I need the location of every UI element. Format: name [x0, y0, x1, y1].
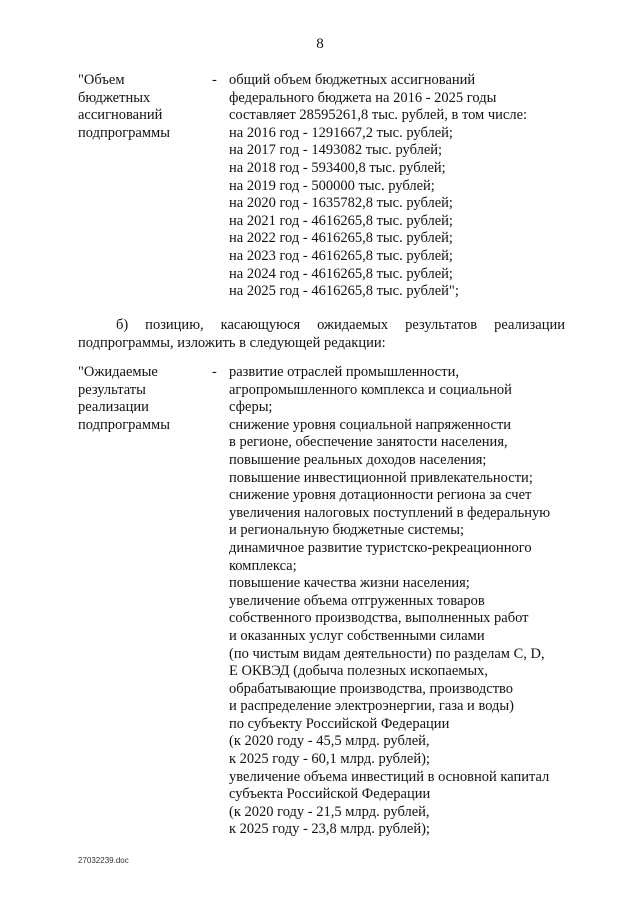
instruction-line-1: б) позицию, касающуюся ожидаемых результатов реализации	[116, 317, 565, 333]
results-line: и распределение электроэнергии, газа и воды)	[229, 698, 514, 715]
funding-line: на 2016 год - 1291667,2 тыс. рублей;	[229, 124, 453, 141]
results-label-line: "Ожидаемые	[78, 364, 158, 380]
results-line: снижение уровня социальной напряженности	[229, 416, 512, 433]
results-line: и оказанных услуг собственными силами	[229, 627, 485, 644]
results-line: (по чистым видам деятельности) по разделам C, D,	[229, 645, 545, 662]
results-line: повышение инвестиционной привлекательности;	[229, 469, 533, 486]
results-label-line: результаты	[78, 381, 146, 398]
funding-content	[229, 72, 574, 301]
funding-label-line: ассигнований	[78, 107, 163, 124]
instruction-line-2: подпрограммы, изложить в следующей редакции:	[78, 335, 386, 351]
results-line: (к 2020 году - 21,5 млрд. рублей,	[229, 803, 430, 820]
page-number: 8	[316, 36, 324, 52]
results-line: к 2025 году - 23,8 млрд. рублей);	[229, 821, 430, 838]
results-label	[78, 364, 208, 434]
results-label-line: подпрограммы	[78, 416, 170, 433]
results-line: по субъекту Российской Федерации	[229, 715, 450, 732]
funding-line: федерального бюджета на 2016 - 2025 годы	[229, 89, 497, 106]
funding-label-line: подпрограммы	[78, 124, 170, 141]
instruction-paragraph	[78, 316, 565, 352]
funding-line: на 2025 год - 4616265,8 тыс. рублей";	[229, 283, 459, 300]
results-line: динамичное развитие туристско-рекреационного	[229, 539, 532, 556]
results-line: увеличения налоговых поступлений в федеральную	[229, 504, 551, 521]
funding-line: на 2022 год - 4616265,8 тыс. рублей;	[229, 230, 453, 247]
funding-label-line: бюджетных	[78, 89, 151, 106]
results-line: обрабатывающие производства, производство	[229, 680, 514, 697]
results-line: собственного производства, выполненных работ	[229, 610, 529, 627]
results-line: и региональную бюджетные системы;	[229, 522, 465, 539]
funding-label	[78, 72, 208, 142]
funding-line: на 2018 год - 593400,8 тыс. рублей;	[229, 159, 446, 176]
results-line: увеличение объема отгруженных товаров	[229, 592, 485, 609]
results-line: к 2025 году - 60,1 млрд. рублей);	[229, 751, 430, 768]
results-line: E ОКВЭД (добыча полезных ископаемых,	[229, 663, 489, 680]
results-dash: -	[212, 364, 217, 380]
funding-line: на 2017 год - 1493082 тыс. рублей;	[229, 142, 443, 159]
funding-line: на 2020 год - 1635782,8 тыс. рублей;	[229, 195, 453, 212]
results-line: (к 2020 году - 45,5 млрд. рублей,	[229, 733, 430, 750]
results-line: снижение уровня дотационности региона за счет	[229, 487, 532, 504]
results-line: развитие отраслей промышленности,	[229, 364, 459, 380]
results-line: в регионе, обеспечение занятости населения,	[229, 434, 508, 451]
results-content	[229, 364, 574, 839]
funding-line: на 2019 год - 500000 тыс. рублей;	[229, 177, 435, 194]
results-line: увеличение объема инвестиций в основной капитал	[229, 768, 550, 785]
funding-line: составляет 28595261,8 тыс. рублей, в том числе:	[229, 107, 528, 124]
results-label-line: реализации	[78, 399, 149, 416]
funding-line: на 2023 год - 4616265,8 тыс. рублей;	[229, 247, 453, 264]
funding-line: общий объем бюджетных ассигнований	[229, 72, 476, 88]
funding-dash: -	[212, 72, 217, 88]
funding-label-line: "Объем	[78, 72, 125, 88]
results-line: сферы;	[229, 399, 273, 416]
results-line: повышение реальных доходов населения;	[229, 451, 487, 468]
funding-line: на 2021 год - 4616265,8 тыс. рублей;	[229, 212, 453, 229]
funding-line: на 2024 год - 4616265,8 тыс. рублей;	[229, 265, 453, 282]
file-name-footer: 27032239.doc	[78, 856, 129, 865]
results-line: повышение качества жизни населения;	[229, 575, 470, 592]
results-line: комплекса;	[229, 557, 297, 574]
results-line: субъекта Российской Федерации	[229, 786, 431, 803]
results-line: агропромышленного комплекса и социальной	[229, 381, 512, 398]
